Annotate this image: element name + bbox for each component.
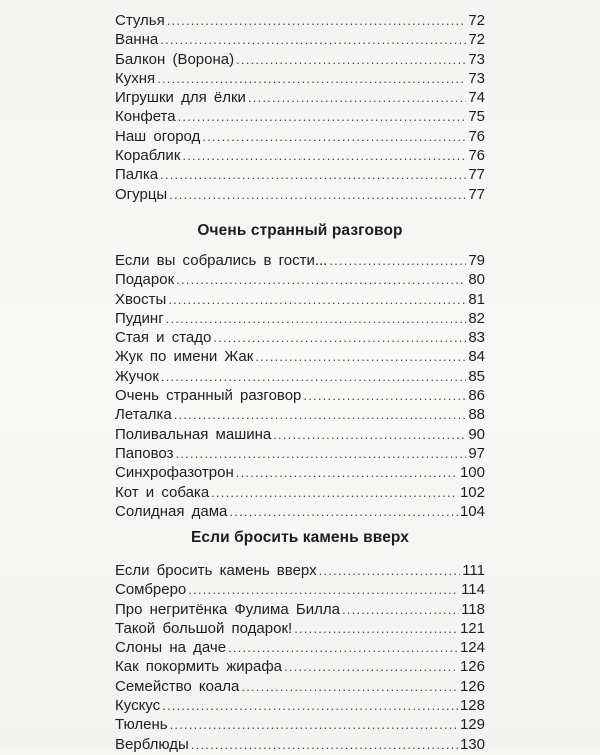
toc-dot-leader <box>167 13 467 28</box>
toc-dot-leader <box>174 407 467 422</box>
toc-entry <box>115 601 485 620</box>
toc-entry-page-number: 76 <box>468 147 485 165</box>
toc-entry-title: Как покормить жирафа <box>115 658 283 676</box>
toc-dot-leader <box>175 446 466 461</box>
toc-dot-leader <box>188 582 459 597</box>
toc-entry <box>115 329 485 348</box>
toc-entry-page-number: 128 <box>459 697 485 715</box>
toc-dot-leader <box>228 640 458 655</box>
toc-entry-title: Солидная дама <box>115 502 228 520</box>
toc-entry-page-number: 111 <box>462 562 485 579</box>
toc-entry-page-number: 74 <box>468 89 485 107</box>
toc-entry <box>115 639 485 658</box>
toc-entry <box>115 581 485 600</box>
toc-entry-title: Ванна <box>115 31 159 49</box>
toc-entry <box>115 89 485 108</box>
toc-entry-page-number: 79 <box>468 252 485 269</box>
toc-entry <box>115 736 485 755</box>
toc-dot-leader <box>236 52 466 67</box>
toc-entry-page-number: 90 <box>468 425 485 443</box>
toc-dot-leader <box>170 717 458 732</box>
toc-entry <box>115 484 485 503</box>
toc-dot-leader <box>160 167 466 182</box>
toc-dot-leader <box>191 737 458 752</box>
toc-entry-title: Огурцы <box>115 185 168 203</box>
toc-dot-leader <box>236 465 458 480</box>
toc-entry <box>115 252 485 271</box>
toc-entry <box>115 51 485 70</box>
toc-entry-page-number: 126 <box>459 658 485 676</box>
toc-entry-title: Кораблик <box>115 147 181 165</box>
toc-entry-title: Если бросить камень вверх <box>115 562 317 579</box>
toc-entry-title: Стая и стадо <box>115 329 212 347</box>
toc-entry-page-number: 72 <box>468 31 485 49</box>
toc-entry-page-number: 126 <box>459 677 485 695</box>
toc-dot-leader <box>248 90 466 105</box>
toc-dot-leader <box>229 504 458 519</box>
toc-entry-title: Если вы собрались в гости... <box>115 252 328 269</box>
toc-dot-leader <box>284 659 458 674</box>
toc-entry-page-number: 73 <box>468 50 485 68</box>
section-heading: Если бросить камень вверх <box>190 529 410 546</box>
toc-entry <box>115 464 485 483</box>
toc-entry-page-number: 88 <box>468 406 485 424</box>
toc-entry-page-number: 130 <box>459 735 485 753</box>
toc-dot-leader <box>329 253 466 268</box>
toc-entry-title: Синхрофазотрон <box>115 464 234 482</box>
toc-dot-leader <box>178 109 467 124</box>
toc-entry <box>115 562 485 581</box>
toc-entry <box>115 70 485 89</box>
toc-dot-leader <box>169 187 466 202</box>
toc-entry-title: Жучок <box>115 367 159 385</box>
toc-entry-title: Игрушки для ёлки <box>115 89 246 107</box>
toc-section-esli-brosit-kamen-vverkh <box>115 525 485 755</box>
toc-dot-leader <box>241 679 458 694</box>
toc-entry <box>115 368 485 387</box>
toc-entry-title: Наш огород <box>115 127 201 145</box>
toc-dot-leader <box>255 349 466 364</box>
toc-entry-title: Пудинг <box>115 309 164 327</box>
toc-entry-title: Семейство коала <box>115 677 240 695</box>
toc-entry-title: Слоны на даче <box>115 639 227 657</box>
toc-dot-leader <box>160 32 466 47</box>
toc-entry-title: Паповоз <box>115 444 174 462</box>
toc-entry <box>115 31 485 50</box>
toc-entry-title: Тюлень <box>115 716 168 734</box>
toc-entry <box>115 147 485 166</box>
toc-entry-title: Кускус <box>115 697 161 715</box>
toc-entry <box>115 271 485 290</box>
toc-section-continued <box>115 12 485 205</box>
toc-entry <box>115 348 485 367</box>
toc-entry-title: Очень странный разговор <box>115 387 302 405</box>
toc-dot-leader <box>294 621 458 636</box>
toc-entry-page-number: 121 <box>459 619 485 637</box>
toc-entry-page-number: 83 <box>468 329 485 347</box>
toc-entry-page-number: 85 <box>468 367 485 385</box>
toc-entry-page-number: 73 <box>468 69 485 87</box>
toc-entry <box>115 406 485 425</box>
toc-entry-page-number: 124 <box>459 639 485 657</box>
toc-entry <box>115 12 485 31</box>
toc-entry-page-number: 76 <box>468 127 485 145</box>
toc-entry-title: Поливальная машина <box>115 425 272 443</box>
section-heading: Очень странный разговор <box>197 222 403 239</box>
toc-dot-leader <box>273 427 466 442</box>
toc-entry-page-number: 72 <box>468 12 485 29</box>
toc-entry <box>115 620 485 639</box>
toc-entry-title: Жук по имени Жак <box>115 348 254 366</box>
toc-entry <box>115 697 485 716</box>
toc-entry <box>115 291 485 310</box>
toc-entry-page-number: 80 <box>468 271 485 289</box>
toc-dot-leader <box>166 311 467 326</box>
toc-entry <box>115 186 485 205</box>
toc-entry-page-number: 97 <box>468 444 485 462</box>
toc-entry-title: Кот и собака <box>115 483 210 501</box>
toc-entry-page-number: 81 <box>468 290 485 308</box>
toc-dot-leader <box>303 388 466 403</box>
toc-dot-leader <box>176 272 466 287</box>
toc-entry-title: Стулья <box>115 12 165 29</box>
toc-entry-title: Про негритёнка Фулима Билла <box>115 600 340 618</box>
toc-entry <box>115 716 485 735</box>
toc-dot-leader <box>161 369 466 384</box>
toc-entry-title: Подарок <box>115 271 175 289</box>
toc-entry-title: Конфета <box>115 108 176 126</box>
toc-entry-title: Палка <box>115 166 159 184</box>
toc-entry <box>115 108 485 127</box>
toc-entry <box>115 426 485 445</box>
toc-entry <box>115 387 485 406</box>
toc-entry-page-number: 129 <box>459 716 485 734</box>
toc-entry-page-number: 118 <box>461 600 485 618</box>
toc-dot-leader <box>202 129 466 144</box>
toc-entry-title: Леталка <box>115 406 172 424</box>
toc-entry <box>115 310 485 329</box>
toc-entry <box>115 678 485 697</box>
toc-entry-title: Балкон (Ворона) <box>115 50 235 68</box>
toc-entry-page-number: 77 <box>468 166 485 184</box>
toc-entry-page-number: 86 <box>468 387 485 405</box>
toc-entry-page-number: 102 <box>459 483 485 501</box>
toc-entry-page-number: 84 <box>468 348 485 366</box>
toc-entry <box>115 445 485 464</box>
toc-entry-page-number: 77 <box>468 185 485 203</box>
toc-dot-leader <box>182 148 466 163</box>
toc-entry-title: Верблюды <box>115 735 189 753</box>
toc-entry-page-number: 114 <box>461 581 485 599</box>
toc-entry <box>115 166 485 185</box>
toc-entry-page-number: 104 <box>459 502 485 520</box>
toc-dot-leader <box>157 71 466 86</box>
toc-dot-leader <box>213 330 466 345</box>
toc-entry <box>115 503 485 522</box>
toc-entry <box>115 128 485 147</box>
toc-dot-leader <box>319 563 461 578</box>
toc-dot-leader <box>211 485 458 500</box>
toc-dot-leader <box>342 602 459 617</box>
toc-entry <box>115 658 485 677</box>
toc-section-ochen-strannyi-razgovor <box>115 218 485 522</box>
toc-entry-title: Хвосты <box>115 290 167 308</box>
toc-entry-title: Такой большой подарок! <box>115 619 293 637</box>
toc-entry-page-number: 75 <box>468 108 485 126</box>
toc-entry-page-number: 82 <box>468 309 485 327</box>
toc-dot-leader <box>168 292 466 307</box>
toc-entry-title: Сомбреро <box>115 581 187 599</box>
toc-entry-title: Кухня <box>115 69 156 87</box>
toc-dot-leader <box>162 698 458 713</box>
toc-entry-page-number: 100 <box>459 464 485 482</box>
